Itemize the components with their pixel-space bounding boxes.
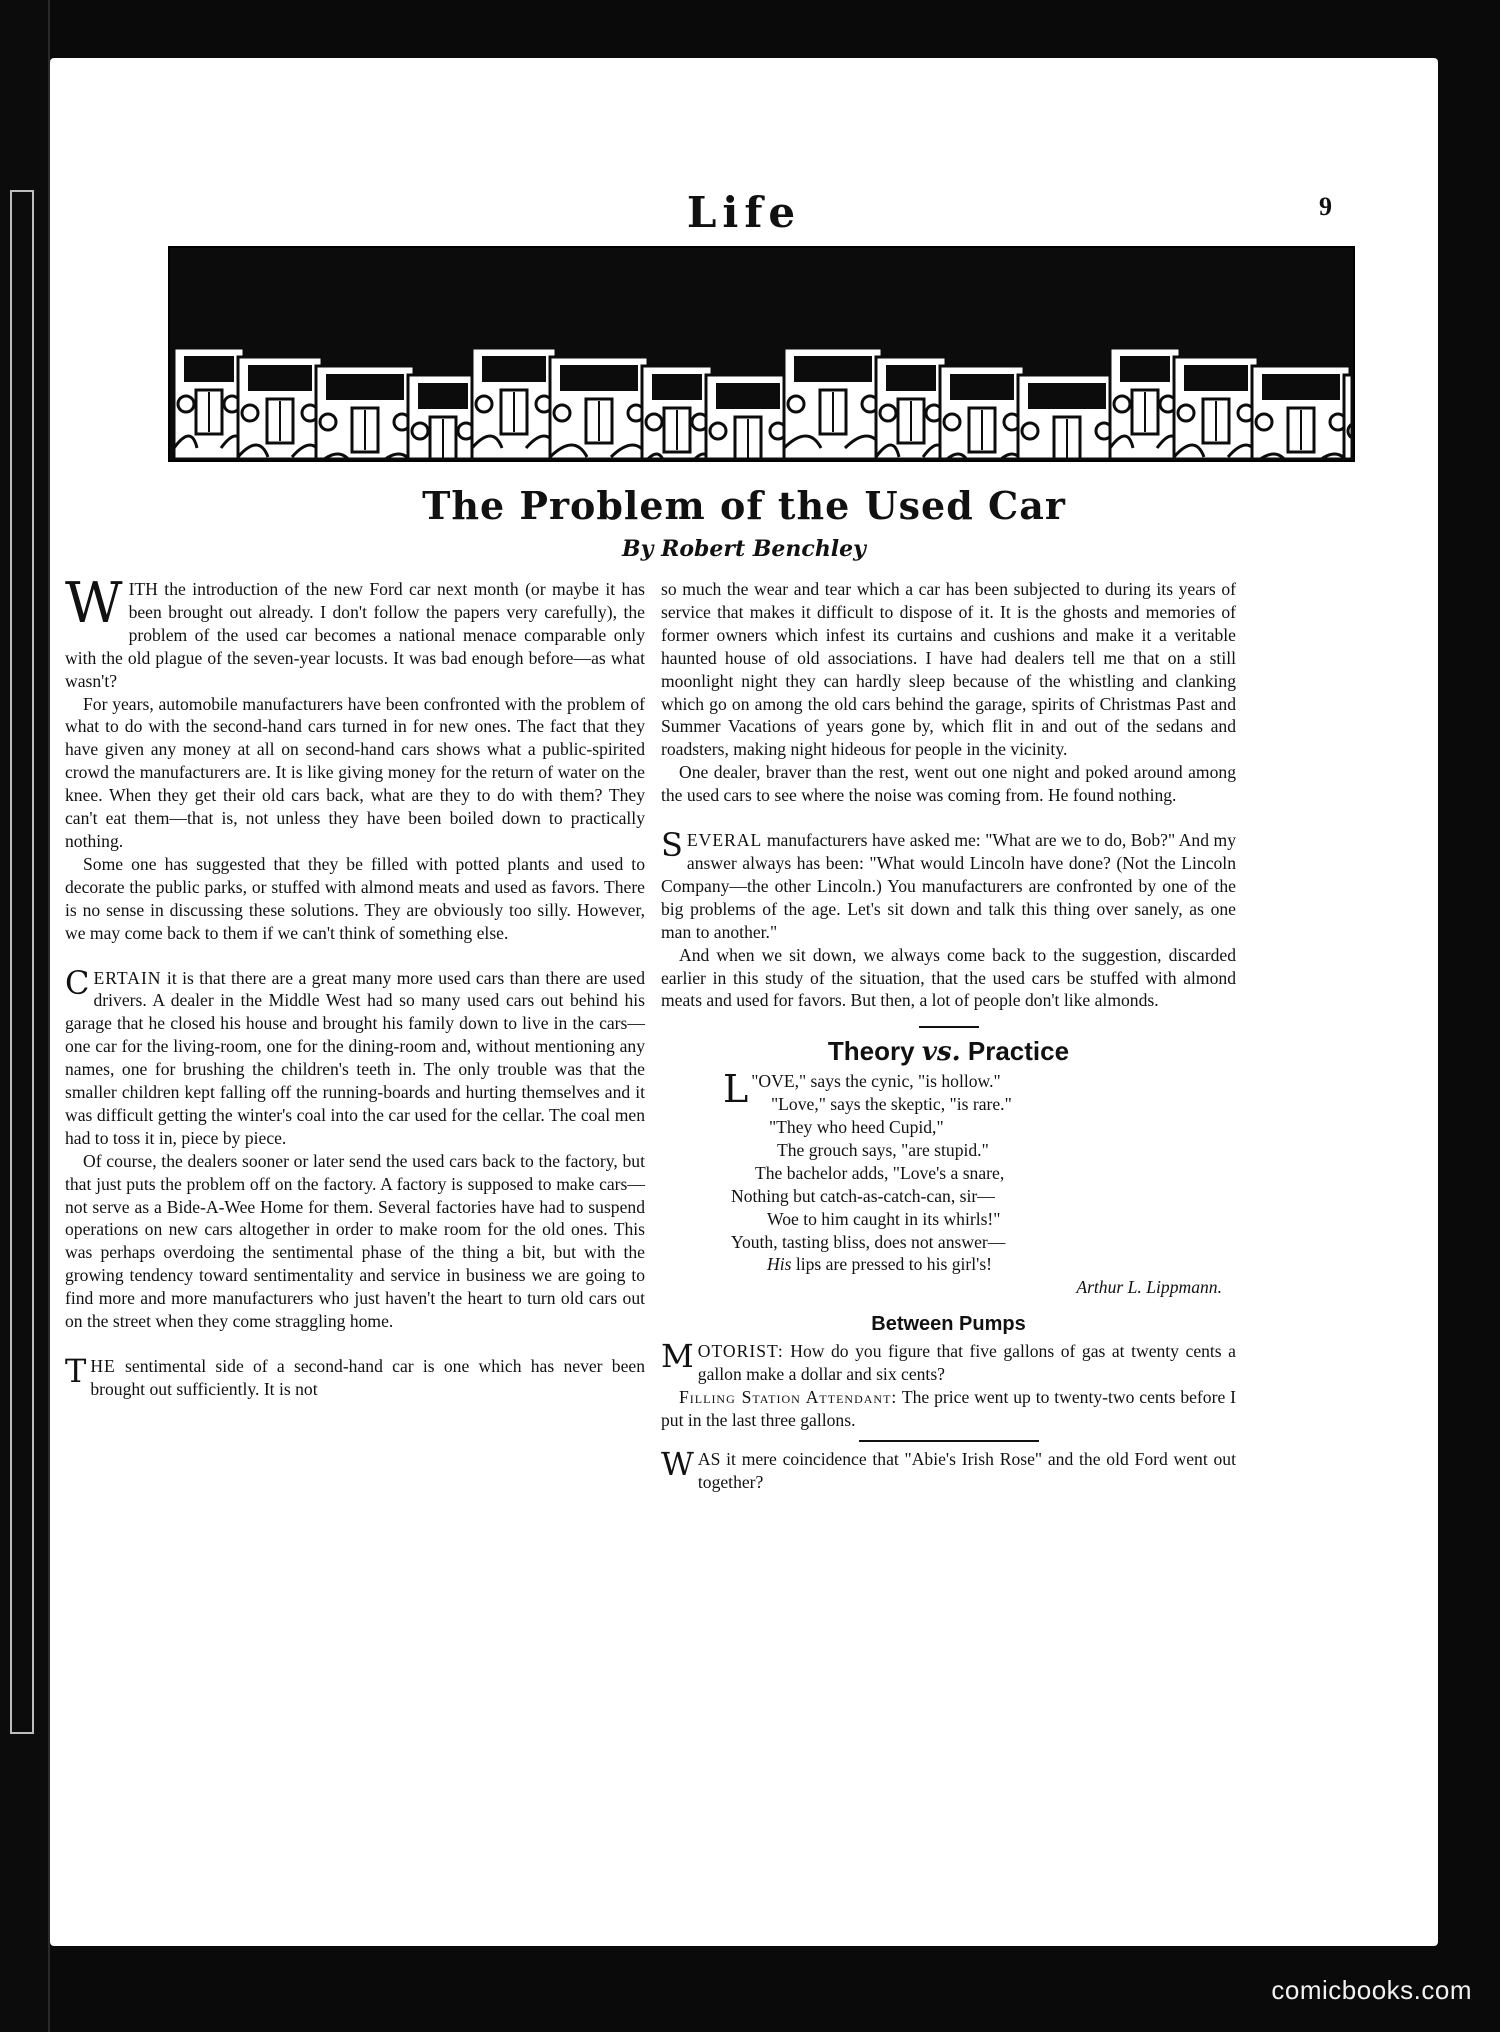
car-drawing (408, 375, 478, 460)
drop-cap: L (723, 1067, 749, 1112)
used-cars-illustration (168, 246, 1355, 462)
between-pumps-title: Between Pumps (871, 1313, 1026, 1336)
magazine-page (50, 58, 1438, 1946)
car-drawing (316, 366, 414, 460)
car-drawing (1174, 357, 1258, 460)
paragraph: For years, automobile manufacturers have been confronted with the problem of what to do with the second-hand cars turned in for new ones. The fact that they have given any money at all on second-hand cars shows what a public-spirited crowd the manufacturers are. It is like giving money for the return of water on the knee. When they get their old cars back, what are they to do with them? They can't eat them—that is, not unless they have been boiled down to practically nothing. (65, 693, 645, 851)
poem-credit: Arthur L. Lippmann. (1076, 1277, 1222, 1298)
page-number: 9 (1319, 192, 1332, 221)
poem-line: Youth, tasting bliss, does not answer— (731, 1231, 1006, 1252)
car-drawing (174, 348, 244, 460)
poem-line: "They who heed Cupid," (769, 1117, 944, 1138)
car-drawing (1110, 348, 1180, 460)
poem-line: "Love," says the skeptic, "is rare." (771, 1094, 1012, 1115)
drop-cap: W (65, 571, 123, 636)
car-drawing (876, 357, 946, 460)
previous-page-border (10, 190, 34, 1734)
paragraph: MOTORIST: How do you figure that five gallons of gas at twenty cents a gallon make a dollar and six cents? (661, 1337, 1236, 1385)
drop-cap: W (661, 1444, 694, 1483)
paragraph: And when we sit down, we always come back to the suggestion, discarded earlier in this study of the situation, that the used cars be stuffed with almond meats and used for favors. But then, a lot of people don't like almonds. (661, 944, 1236, 1011)
car-drawing (1252, 366, 1350, 460)
drop-cap: M (661, 1337, 694, 1376)
drop-cap: T (65, 1352, 87, 1390)
car-drawing (706, 375, 790, 460)
car-drawing (1018, 375, 1116, 460)
car-drawing (642, 366, 712, 460)
car-drawing (238, 357, 322, 460)
watermark: comicbooks.com (1271, 1975, 1472, 2005)
paragraph: THE sentimental side of a second-hand car is one which has never been brought out sufficiently. It is not (65, 1352, 645, 1399)
drop-cap: S (661, 826, 683, 865)
previous-page-edge (0, 0, 50, 2032)
car-drawing (940, 366, 1024, 460)
poem-line: His lips are pressed to his girl's! (767, 1254, 993, 1275)
car-drawing (784, 348, 882, 460)
paragraph: CERTAIN it is that there are a great many more used cars than there are used drivers. A dealer in the Middle West had so many used cars out behind his garage that he closed his house and brought his family down to live in the cars—one car for the living-room, one for the dining-room and, without mentioning any names, one for brushing the children's teeth in. The only trouble was that the smaller children kept falling off the running-boards and hurting themselves and it was difficult getting the winter's coal into the car used for the cellar. The coal men had to toss it in, piece by piece. (65, 963, 645, 1148)
article-title: The Problem of the Used Car (422, 483, 1066, 528)
poem-line: Nothing but catch-as-catch-can, sir— (731, 1185, 995, 1206)
poem-title: Theory vs. Practice (827, 1036, 1070, 1068)
section-divider (859, 1440, 1039, 1442)
poem-line: The bachelor adds, "Love's a snare, (755, 1162, 1005, 1183)
poem-line: " L OVE," says the cynic, "is hollow." (723, 1067, 1001, 1112)
poem-line: Woe to him caught in its whirls!" (767, 1208, 1001, 1229)
article-byline: By Robert Benchley (622, 536, 866, 562)
drop-cap: C (65, 963, 90, 1002)
section-divider (919, 1026, 979, 1028)
paragraph: WITH the introduction of the new Ford car next month (or maybe it has been brought out already. I don't follow the papers very carefully), the problem of the used car becomes a national menace comparable only with the old plague of the seven-year locusts. It was bad enough before—as what wasn't? (65, 571, 645, 691)
article-column-left (65, 571, 645, 1401)
paragraph: WAS it mere coincidence that "Abie's Irish Rose" and the old Ford went out together? (661, 1444, 1236, 1492)
paragraph: Filling Station Attendant: The price went up to twenty-two cents before I put in the last three gallons. (661, 1387, 1236, 1430)
poem-body (661, 1067, 1236, 1299)
paragraph: Some one has suggested that they be filled with potted plants and used to decorate the public parks, or stuffed with almond meats and used as favors. There is no sense in discussing these solutions. They are obviously too silly. However, we may come back to them if we can't think of something else. (65, 853, 645, 943)
paragraph: SEVERAL manufacturers have asked me: "What are we to do, Bob?" And my answer always has been: "What would Lincoln have done? (Not the Lincoln Company—the other Lincoln.) You manufacturers are confronted by one of the big problems of the age. Let's sit down and talk this thing over sanely, as one man to another." (661, 826, 1236, 942)
paragraph: Of course, the dealers sooner or later send the used cars back to the factory, but that just puts the problem off on the factory. A factory is supposed to make cars—not serve as a Bide-A-Wee Home for them. Several factories have had to suspend operations on new cars altogether in order to make room for the old ones. This was perhaps overdoing the sentimental phase of the thing a bit, but with the growing tendency toward sentimentality and service in business we are going to find more and more manufacturers who just haven't the heart to turn old cars out on the street when they come straggling home. (65, 1150, 645, 1332)
car-drawing (550, 357, 648, 460)
poem-line: The grouch says, "are stupid." (777, 1139, 989, 1160)
article-column-right (661, 578, 1236, 1494)
magazine-masthead: Life (686, 188, 802, 237)
car-drawing (472, 348, 556, 460)
paragraph: so much the wear and tear which a car has been subjected to during its years of service that makes it difficult to dispose of it. It is the ghosts and memories of former owners which infest its curtains and cushions and make it a veritable haunted house of old associations. I have had dealers tell me that on a still moonlight night they can hardly sleep because of the whistling and clanking which go on among the old cars behind the garage, spirits of Christmas Past and Summer Vacations of years gone by, which flit in and out of the sedans and roadsters, making night hideous for people in the vicinity. (661, 579, 1236, 760)
paragraph: One dealer, braver than the rest, went out one night and poked around among the used cars to see where the noise was coming from. He found nothing. (661, 762, 1236, 806)
